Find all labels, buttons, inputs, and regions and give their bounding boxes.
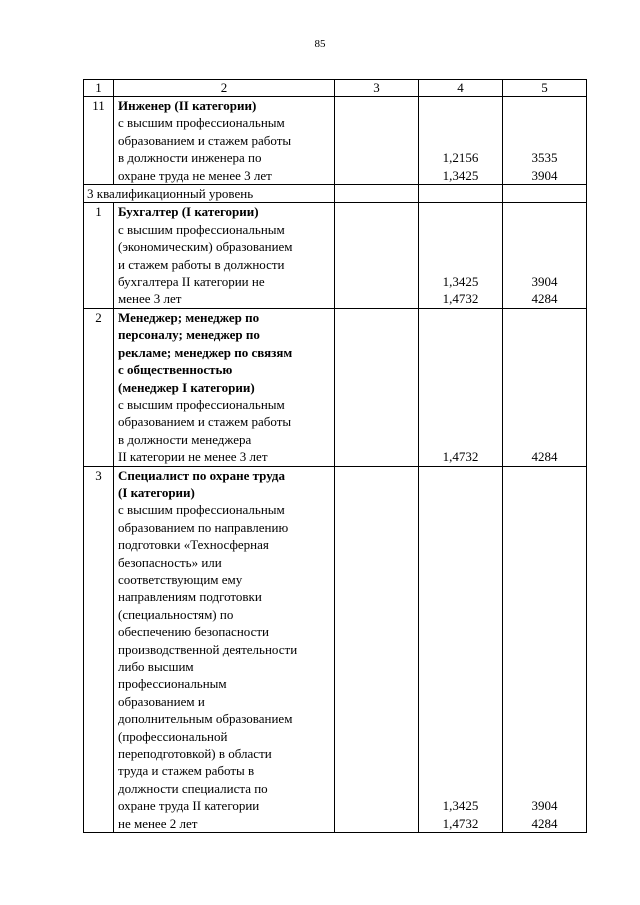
salary-value: 3904 (531, 167, 558, 183)
coefficient-value: 1,2156 (442, 150, 479, 166)
col3-cell (335, 97, 419, 185)
table-row (84, 97, 587, 185)
header-col-4: 4 (419, 80, 503, 97)
position-requirement: II категории не менее 3 лет (118, 449, 268, 465)
table-row (84, 308, 587, 466)
coefficient-value: 1,3425 (442, 798, 479, 814)
salary-value: 4284 (531, 815, 558, 831)
position-requirement: либо высшим (118, 659, 194, 674)
position-cell (114, 308, 335, 466)
position-requirement: в должности инженера по (118, 150, 262, 166)
col3-cell (335, 308, 419, 466)
position-requirement: образованием и стажем работы (118, 132, 292, 148)
group-cell-5 (503, 185, 587, 203)
table-row (84, 466, 587, 833)
position-requirement: образованием и стажем работы (118, 414, 292, 430)
position-title: (менеджер I категории) (118, 379, 255, 395)
coefficient-value: 1,4732 (442, 815, 479, 831)
group-row (84, 185, 587, 203)
position-requirement: переподготовкой) в области (118, 746, 272, 762)
position-requirement: и стажем работы в должности (118, 256, 285, 272)
coefficient-cell (419, 203, 503, 308)
position-requirement: соответствующим ему (118, 571, 243, 587)
position-cell (114, 97, 335, 185)
page-number: 85 (314, 38, 326, 50)
position-requirement: охране труда II категории (118, 798, 260, 814)
coefficient-value: 1,4732 (442, 449, 479, 465)
position-requirement: бухгалтера II категории не (118, 274, 265, 290)
header-col-3: 3 (335, 80, 419, 97)
position-requirement: с высшим профессиональным (118, 502, 285, 518)
row-number: 11 (84, 97, 114, 185)
rows-before-group (84, 97, 587, 185)
position-requirement: (специальностям) по (118, 606, 234, 622)
position-requirement: (профессиональной (118, 728, 228, 744)
coefficient-value: 1,3425 (442, 167, 479, 183)
salary-value: 4284 (531, 291, 558, 307)
salary-cell (503, 203, 587, 308)
row-number: 1 (84, 203, 114, 308)
position-requirement: в должности менеджера (118, 431, 252, 447)
position-requirement: дополнительным образованием (118, 711, 293, 727)
salary-cell (503, 97, 587, 185)
salary-cell (503, 466, 587, 833)
row-number: 2 (84, 308, 114, 466)
position-title: с общественностью (118, 362, 233, 378)
group-cell-3 (335, 185, 419, 203)
position-requirement: образованием и (118, 693, 205, 709)
position-cell (114, 203, 335, 308)
position-title: Специалист по охране труда (118, 467, 285, 483)
table-header-row (84, 80, 587, 97)
position-requirement: должности специалиста по (118, 780, 268, 796)
position-requirement: безопасность» или (118, 554, 222, 570)
coefficient-cell (419, 97, 503, 185)
salary-value: 3904 (531, 274, 558, 290)
header-col-5: 5 (503, 80, 587, 97)
group-label: 3 квалификационный уровень (84, 185, 335, 203)
rows-in-group (84, 203, 587, 833)
position-title: рекламе; менеджер по связям (118, 344, 293, 360)
position-requirement: направлениям подготовки (118, 589, 262, 605)
salary-cell (503, 308, 587, 466)
position-requirement: с высшим профессиональным (118, 396, 285, 412)
position-requirement: производственной деятельности (118, 641, 298, 657)
position-requirement: не менее 2 лет (118, 815, 198, 831)
position-requirement: обеспечению безопасности (118, 624, 270, 640)
position-title: Менеджер; менеджер по (118, 309, 260, 325)
coefficient-value: 1,4732 (442, 291, 479, 307)
salary-value: 3535 (531, 150, 558, 166)
position-requirement: профессиональным (118, 676, 227, 692)
salary-value: 3904 (531, 798, 558, 814)
position-requirement: с высшим профессиональным (118, 221, 285, 237)
position-requirement: труда и стажем работы в (118, 763, 255, 779)
position-title: (I категории) (118, 484, 195, 500)
col3-cell (335, 466, 419, 833)
position-requirement: с высшим профессиональным (118, 115, 285, 131)
coefficient-cell (419, 308, 503, 466)
group-cell-4 (419, 185, 503, 203)
coefficient-value: 1,3425 (442, 274, 479, 290)
position-requirement: (экономическим) образованием (118, 239, 293, 255)
position-title: Инженер (II категории) (118, 98, 257, 113)
row-number: 3 (84, 466, 114, 833)
position-title: Бухгалтер (I категории) (118, 204, 259, 220)
coefficient-cell (419, 466, 503, 833)
position-requirement: охране труда не менее 3 лет (118, 167, 272, 183)
position-title: персоналу; менеджер по (118, 327, 260, 343)
col3-cell (335, 203, 419, 308)
position-requirement: образованием по направлению (118, 519, 289, 535)
salary-table (83, 79, 587, 833)
salary-value: 4284 (531, 449, 558, 465)
table-row (84, 203, 587, 308)
header-col-2: 2 (114, 80, 335, 97)
position-requirement: подготовки «Техносферная (118, 537, 269, 553)
position-cell (114, 466, 335, 833)
position-requirement: менее 3 лет (118, 291, 182, 307)
header-col-1: 1 (84, 80, 114, 97)
